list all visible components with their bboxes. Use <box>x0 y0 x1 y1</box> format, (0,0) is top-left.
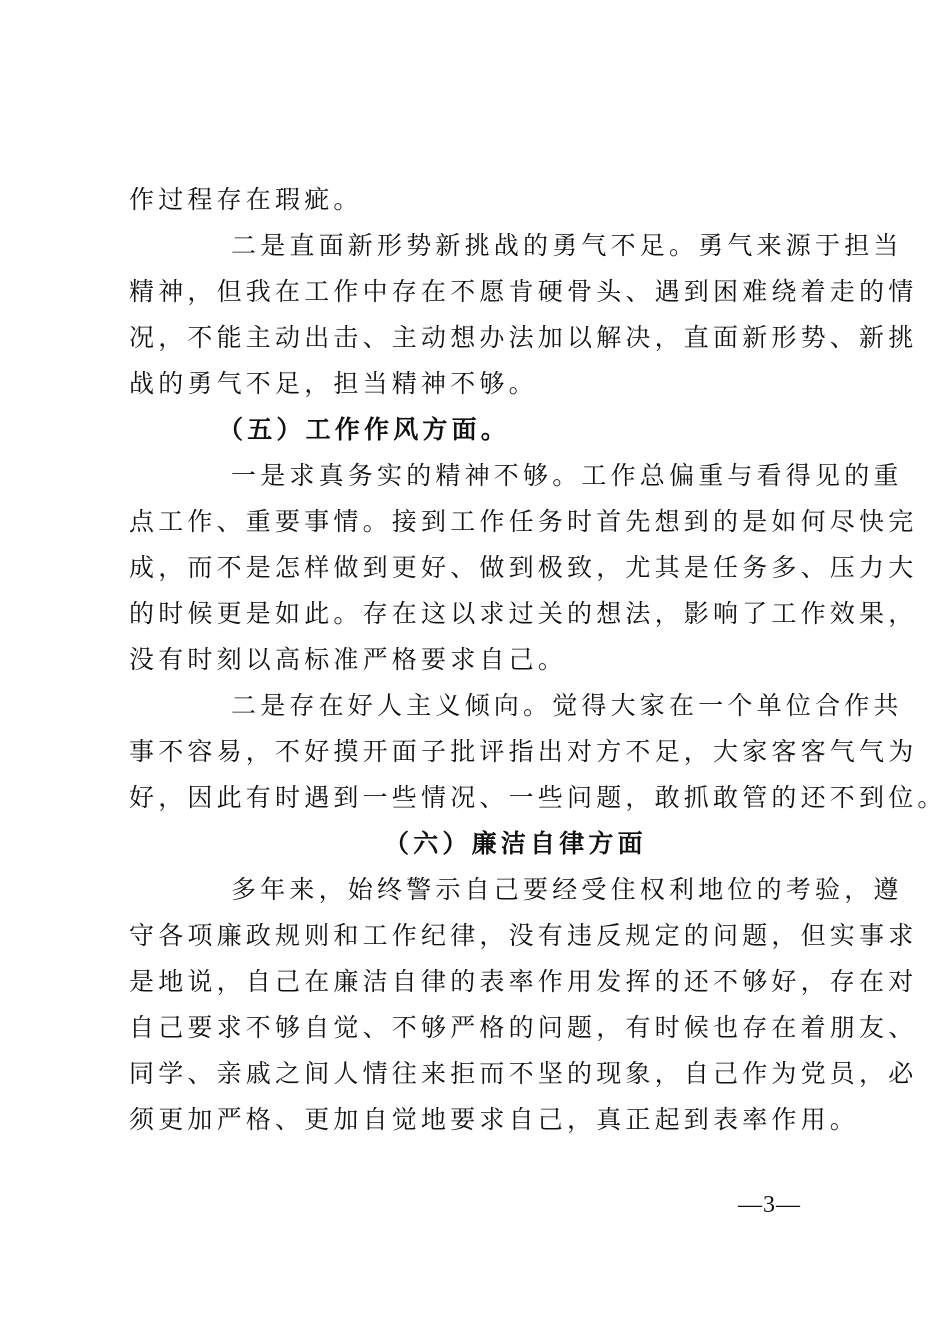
paragraph-line: 点工作、重要事情。接到工作任务时首先想到的是如何尽快完 <box>129 507 918 536</box>
paragraph-line: 精神，但我在工作中存在不愿肯硬骨头、遇到困难绕着走的情 <box>129 277 918 306</box>
paragraph-line: 作过程存在瑕疵。 <box>129 185 363 214</box>
paragraph-line: 战的勇气不足，担当精神不够。 <box>129 369 538 398</box>
paragraph-line: 同学、亲戚之间人情往来拒而不坚的现象，自己作为党员，必 <box>129 1059 918 1088</box>
paragraph-line: 的时候更是如此。存在这以求过关的想法，影响了工作效果， <box>129 599 918 628</box>
paragraph-line: 二是存在好人主义倾向。觉得大家在一个单位合作共 <box>231 691 903 720</box>
paragraph-line: 须更加严格、更加自觉地要求自己，真正起到表率作用。 <box>129 1105 860 1134</box>
page-number: —3— <box>738 1192 801 1218</box>
paragraph-line: 二是直面新形势新挑战的勇气不足。勇气来源于担当 <box>231 231 903 260</box>
paragraph-line: 事不容易，不好摸开面子批评指出对方不足，大家客客气气为 <box>129 737 918 766</box>
paragraph-line: 况，不能主动出击、主动想办法加以解决，直面新形势、新挑 <box>129 323 918 352</box>
paragraph-line: 多年来，始终警示自己要经受住权利地位的考验，遵 <box>231 875 903 904</box>
paragraph-line: 守各项廉政规则和工作纪律，没有违反规定的问题，但实事求 <box>129 921 918 950</box>
paragraph-line: 一是求真务实的精神不够。工作总偏重与看得见的重 <box>231 461 903 490</box>
paragraph-line: 是地说，自己在廉洁自律的表率作用发挥的还不够好，存在对 <box>129 967 918 996</box>
paragraph-line: 好，因此有时遇到一些情况、一些问题，敢抓敢管的还不到位。 <box>129 783 947 812</box>
paragraph-line: 自己要求不够自觉、不够严格的问题，有时候也存在着朋友、 <box>129 1013 918 1042</box>
paragraph-line: 没有时刻以高标准严格要求自己。 <box>129 645 568 674</box>
paragraph-line: 成，而不是怎样做到更好、做到极致，尤其是任务多、压力大 <box>129 553 918 582</box>
section-heading-5: （五）工作作风方面。 <box>218 415 511 444</box>
section-heading-6: （六）廉洁自律方面 <box>384 829 647 858</box>
